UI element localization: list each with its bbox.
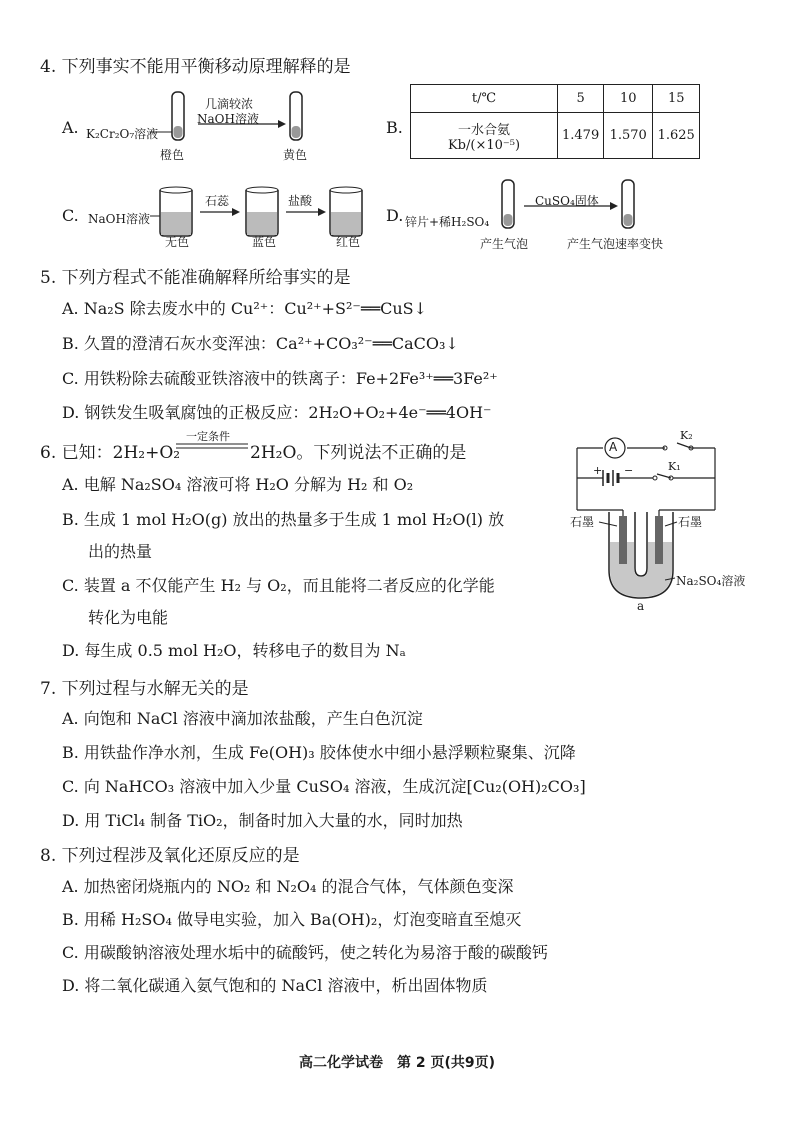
q4-option-a-label: A.	[62, 118, 79, 137]
q4-option-d-label: D.	[386, 206, 404, 225]
q4b-value-1: 1.479	[558, 113, 604, 159]
q6-condition: 一定条件	[186, 430, 230, 443]
q4d-observation-1: 产生气泡	[480, 237, 529, 251]
q4c-reagent-1: 石蕊	[205, 194, 230, 208]
q6-option-b-line-2: 出的热量	[88, 542, 153, 561]
q4b-table	[410, 84, 700, 159]
q4c-reagent-2: 盐酸	[288, 194, 313, 208]
q4c-color-1: 无色	[165, 235, 190, 249]
q7-option-c: C. 向 NaHCO₃ 溶液中加入少量 CuSO₄ 溶液，生成沉淀[Cu₂(OH)₂CO₃]	[62, 777, 586, 796]
q5-option-d: D. 钢铁发生吸氧腐蚀的正极反应：2H₂O+O₂+4e⁻══4OH⁻	[62, 403, 492, 422]
q5-option-c: C. 用铁粉除去硫酸亚铁溶液中的铁离子：Fe+2Fe³⁺══3Fe²⁺	[62, 369, 498, 388]
q6-option-d: D. 每生成 0.5 mol H₂O，转移电子的数目为 Nₐ	[62, 641, 406, 660]
q8-option-c: C. 用碳酸钠溶液处理水垢中的硫酸钙，使之转化为易溶于酸的碳酸钙	[62, 943, 548, 962]
q5-option-a: A. Na₂S 除去废水中的 Cu²⁺：Cu²⁺+S²⁻══CuS↓	[62, 299, 428, 318]
q6-plus-label: +	[593, 464, 603, 477]
q7-option-a: A. 向饱和 NaCl 溶液中滴加浓盐酸，产生白色沉淀	[62, 709, 423, 728]
q4d-observation-2: 产生气泡速率变快	[567, 237, 664, 251]
q4-stem: 4. 下列事实不能用平衡移动原理解释的是	[40, 57, 351, 77]
q4d-reactants: 锌片+稀H₂SO₄	[405, 215, 490, 229]
q4c-solution: NaOH溶液	[88, 212, 150, 226]
q4b-value-3: 1.625	[653, 113, 700, 159]
q4c-beakers	[150, 182, 365, 238]
q4b-temp-2: 10	[604, 85, 653, 113]
q6-option-b-line-1: B. 生成 1 mol H₂O(g) 放出的热量多于生成 1 mol H₂O(l) 放	[62, 510, 505, 529]
q4b-temp-1: 5	[558, 85, 604, 113]
q4a-color-before: 橙色	[160, 148, 185, 162]
q6-left-electrode-label: 石墨	[570, 515, 595, 529]
q4b-header: t/℃	[411, 85, 558, 113]
q6-stem-pre: 6. 已知：2H₂+O₂	[40, 443, 181, 463]
q7-option-d: D. 用 TiCl₄ 制备 TiO₂，制备时加入大量的水，同时加热	[62, 811, 463, 830]
q4c-color-2: 蓝色	[252, 235, 277, 249]
q6-minus-label: −	[624, 464, 634, 477]
q7-stem: 7. 下列过程与水解无关的是	[40, 679, 249, 699]
q8-option-b: B. 用稀 H₂SO₄ 做导电实验，加入 Ba(OH)₂，灯泡变暗直至熄灭	[62, 910, 522, 929]
q8-option-d: D. 将二氧化碳通入氨气饱和的 NaCl 溶液中，析出固体物质	[62, 976, 488, 995]
q4a-solution: K₂Cr₂O₇溶液	[86, 127, 159, 141]
q4b-temp-3: 15	[653, 85, 700, 113]
q8-option-a: A. 加热密闭烧瓶内的 NO₂ 和 N₂O₄ 的混合气体，气体颜色变深	[62, 877, 514, 896]
q6-k1-label: K₁	[668, 460, 681, 473]
q4b-row-label	[411, 113, 558, 159]
q4b-value-2: 1.570	[604, 113, 653, 159]
q4c-color-3: 红色	[336, 235, 361, 249]
q6-ammeter-label: A	[609, 440, 618, 454]
q6-option-c-line-1: C. 装置 a 不仅能产生 H₂ 与 O₂，而且能将二者反应的化学能	[62, 576, 495, 595]
q4b-row-label-2: Kb/(×10⁻⁵)	[447, 137, 521, 153]
q4a-reagent-bottom: NaOH溶液	[197, 112, 259, 126]
q6-right-electrode-label: 石墨	[678, 515, 703, 529]
q4b-row-label-1: 一水合氨	[457, 122, 510, 138]
q6-device-label: a	[637, 599, 645, 613]
q6-k2-label: K₂	[680, 429, 693, 442]
q5-stem: 5. 下列方程式不能准确解释所给事实的是	[40, 268, 351, 288]
q6-equals-arrow	[176, 442, 250, 450]
q6-option-c-line-2: 转化为电能	[88, 608, 169, 627]
q4-option-b-label: B.	[386, 118, 403, 137]
q6-stem-post: 2H₂O。下列说法不正确的是	[250, 443, 467, 463]
q5-option-b: B. 久置的澄清石灰水变浑浊：Ca²⁺+CO₃²⁻══CaCO₃↓	[62, 334, 459, 353]
q6-solution-label: Na₂SO₄溶液	[676, 574, 746, 588]
q4-option-c-label: C.	[62, 206, 79, 225]
q4a-reagent-top: 几滴较浓	[205, 97, 254, 111]
q4a-color-after: 黄色	[283, 148, 308, 162]
q8-stem: 8. 下列过程涉及氧化还原反应的是	[40, 846, 300, 866]
page-footer: 高二化学试卷 第 2 页(共9页)	[298, 1055, 496, 1071]
q6-option-a: A. 电解 Na₂SO₄ 溶液可将 H₂O 分解为 H₂ 和 O₂	[62, 475, 414, 494]
q4d-reagent: CuSO₄固体	[535, 194, 599, 208]
q7-option-b: B. 用铁盐作净水剂，生成 Fe(OH)₃ 胶体使水中细小悬浮颗粒聚集、沉降	[62, 743, 576, 762]
